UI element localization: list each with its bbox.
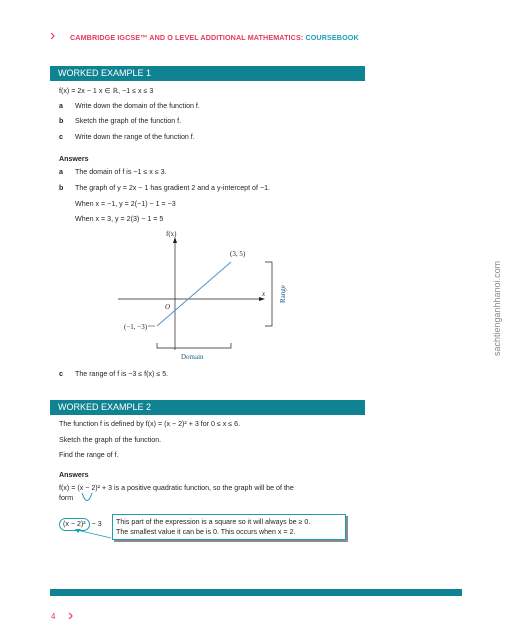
function-definition: f(x) = 2x − 1 x ∈ ℝ, −1 ≤ x ≤ 3 xyxy=(59,87,154,95)
range-bracket xyxy=(265,262,272,326)
worked-example-1-title: WORKED EXAMPLE 1 xyxy=(50,66,365,81)
chevron-right-icon-footer: › xyxy=(68,607,74,624)
question-label-b: b xyxy=(59,117,64,125)
origin-label: O xyxy=(165,303,171,311)
worked-example-2-title: WORKED EXAMPLE 2 xyxy=(50,400,365,415)
point-label-bottom: (−1, −3) xyxy=(124,323,148,331)
example2-line-3: Find the range of f. xyxy=(59,451,119,459)
question-b: Sketch the graph of the function f. xyxy=(75,117,182,125)
header-title: CAMBRIDGE IGCSE™ AND O LEVEL ADDITIONAL MATHEMATICS: xyxy=(70,33,306,42)
linear-function-graph xyxy=(100,225,300,365)
question-c: Write down the range of the function f. xyxy=(75,133,195,141)
range-label: Range xyxy=(279,285,287,303)
expression-rest: − 3 xyxy=(89,520,102,528)
answer-c: The range of f is −3 ≤ f(x) ≤ 5. xyxy=(75,370,169,378)
domain-label: Domain xyxy=(181,353,204,361)
when-line-2: When x = 3, y = 2(3) − 1 = 5 xyxy=(75,215,164,223)
running-header xyxy=(70,33,359,42)
answer-label-a: a xyxy=(59,168,63,176)
answer-label-b: b xyxy=(59,184,64,192)
question-a: Write down the domain of the function f. xyxy=(75,102,200,110)
example2-line-2: Sketch the graph of the function. xyxy=(59,436,162,444)
domain-bracket xyxy=(157,343,231,348)
answers-heading-2: Answers xyxy=(59,471,89,479)
header-course: COURSEBOOK xyxy=(305,33,359,42)
callout-arrow xyxy=(75,528,115,542)
callout-line-1: This part of the expression is a square so it will always be ≥ 0. xyxy=(116,518,311,526)
explanation-callout xyxy=(112,514,346,540)
answer-b: The graph of y = 2x − 1 has gradient 2 and a y-intercept of −1. xyxy=(75,184,271,192)
point-label-top: (3, 5) xyxy=(230,250,246,258)
u-shape-icon xyxy=(80,492,94,504)
answer2-line-2: form xyxy=(59,494,74,502)
circled-square-term: (x − 2)² xyxy=(59,518,90,531)
answer-label-c: c xyxy=(59,370,63,378)
function-line xyxy=(157,262,231,326)
answer-a: The domain of f is −1 ≤ x ≤ 3. xyxy=(75,168,167,176)
sidebar-url: sachtienganhhanoi.com xyxy=(492,260,502,356)
question-label-a: a xyxy=(59,102,63,110)
answers-heading-1: Answers xyxy=(59,155,89,163)
callout-line-2: The smallest value it can be is 0. This occurs when x = 2. xyxy=(116,528,296,536)
chevron-right-icon: › xyxy=(50,27,56,44)
when-line-1: When x = −1, y = 2(−1) − 1 = −3 xyxy=(75,200,176,208)
y-axis-label: f(x) xyxy=(166,230,177,238)
x-axis-label: x xyxy=(262,290,266,298)
example2-line-1: The function f is defined by f(x) = (x − 2)² + 3 for 0 ≤ x ≤ 6. xyxy=(59,420,241,428)
footer-bar xyxy=(50,589,462,596)
answer2-line-1: f(x) = (x − 2)² + 3 is a positive quadratic function, so the graph will be of the xyxy=(59,484,294,492)
page-number: 4 xyxy=(51,612,56,621)
question-label-c: c xyxy=(59,133,63,141)
